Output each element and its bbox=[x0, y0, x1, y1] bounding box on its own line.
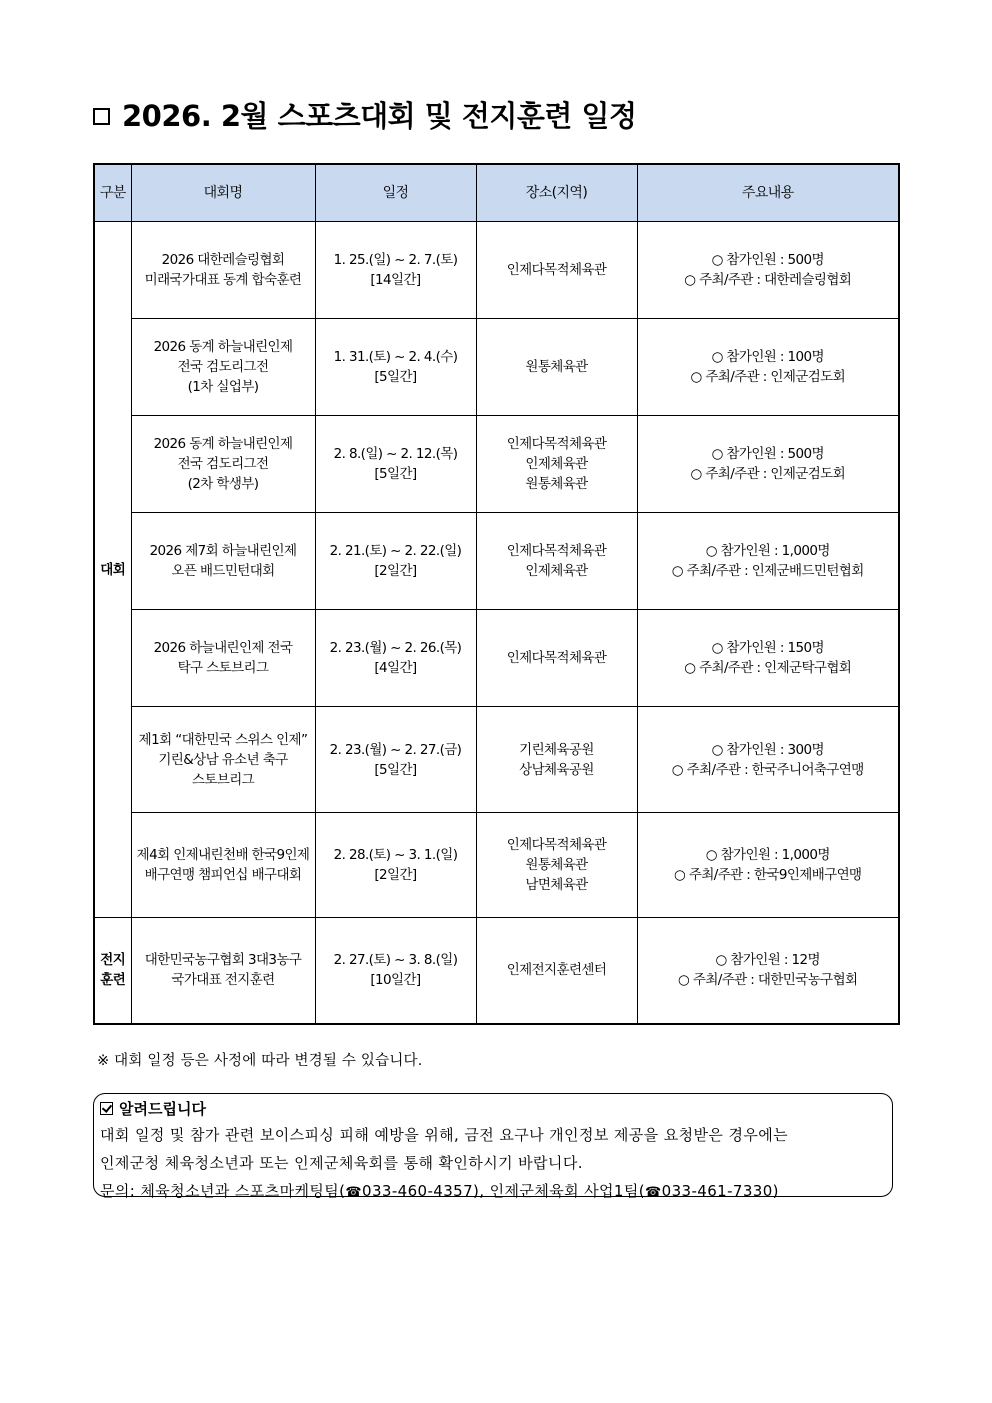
notice-line-1: 대회 일정 및 참가 관련 보이스피싱 피해 예방을 위해, 금전 요구나 개인정보 제공을 요청받은 경우에는 bbox=[100, 1126, 789, 1144]
schedule-cell: 2. 23.(월) ~ 2. 26.(목) [4일간] bbox=[315, 610, 476, 707]
header-category: 구분 bbox=[94, 164, 131, 222]
venue-cell: 인제다목적체육관 인제체육관 원통체육관 bbox=[476, 416, 637, 513]
schedule-cell: 1. 25.(일) ~ 2. 7.(토) [14일간] bbox=[315, 222, 476, 319]
content-cell: ○ 참가인원 : 500명 ○ 주최/주관 : 인제군검도회 bbox=[637, 416, 899, 513]
event-name-cell: 2026 동계 하늘내린인제 전국 검도리그전 (2차 학생부) bbox=[131, 416, 315, 513]
table-row bbox=[94, 513, 899, 610]
content-cell: ○ 참가인원 : 100명 ○ 주최/주관 : 인제군검도회 bbox=[637, 319, 899, 416]
schedule-table bbox=[93, 163, 900, 1025]
phone-icon: ☎ bbox=[345, 1185, 362, 1200]
venue-cell: 인제전지훈련센터 bbox=[476, 918, 637, 1024]
event-name-cell: 대한민국농구협회 3대3농구 국가대표 전지훈련 bbox=[131, 918, 315, 1024]
content-cell: ○ 참가인원 : 1,000명 ○ 주최/주관 : 한국9인제배구연맹 bbox=[637, 813, 899, 918]
content-cell: ○ 참가인원 : 150명 ○ 주최/주관 : 인제군탁구협회 bbox=[637, 610, 899, 707]
category-training: 전지 훈련 bbox=[94, 918, 131, 1024]
table-header-row bbox=[94, 164, 899, 222]
content-cell: ○ 참가인원 : 12명 ○ 주최/주관 : 대한민국농구협회 bbox=[637, 918, 899, 1024]
content-cell: ○ 참가인원 : 300명 ○ 주최/주관 : 한국주니어축구연맹 bbox=[637, 707, 899, 813]
venue-cell: 인제다목적체육관 인제체육관 bbox=[476, 513, 637, 610]
venue-cell: 인제다목적체육관 bbox=[476, 222, 637, 319]
schedule-note: ※ 대회 일정 등은 사정에 따라 변경될 수 있습니다. bbox=[97, 1053, 423, 1069]
notice-heading: 알려드립니다 bbox=[100, 1097, 886, 1121]
notice-contact: 문의: 체육청소년과 스포츠마케팅팀(☎033-460-4357), 인제군체육회 사업1팀(☎033-461-7330) bbox=[100, 1182, 779, 1200]
content-cell: ○ 참가인원 : 500명 ○ 주최/주관 : 대한레슬링협회 bbox=[637, 222, 899, 319]
square-bullet-icon bbox=[93, 108, 110, 125]
header-schedule: 일정 bbox=[315, 164, 476, 222]
header-event-name: 대회명 bbox=[131, 164, 315, 222]
header-venue: 장소(지역) bbox=[476, 164, 637, 222]
schedule-cell: 2. 23.(월) ~ 2. 27.(금) [5일간] bbox=[315, 707, 476, 813]
phone-icon: ☎ bbox=[645, 1185, 662, 1200]
event-name-cell: 2026 제7회 하늘내린인제 오픈 배드민턴대회 bbox=[131, 513, 315, 610]
table-row bbox=[94, 707, 899, 813]
schedule-cell: 1. 31.(토) ~ 2. 4.(수) [5일간] bbox=[315, 319, 476, 416]
venue-cell: 기린체육공원 상남체육공원 bbox=[476, 707, 637, 813]
content-cell: ○ 참가인원 : 1,000명 ○ 주최/주관 : 인제군배드민턴협회 bbox=[637, 513, 899, 610]
notice-line-2: 인제군청 체육청소년과 또는 인제군체육회를 통해 확인하시기 바랍니다. bbox=[100, 1154, 583, 1172]
category-competition: 대회 bbox=[94, 222, 131, 918]
header-content: 주요내용 bbox=[637, 164, 899, 222]
table-row bbox=[94, 416, 899, 513]
venue-cell: 인제다목적체육관 bbox=[476, 610, 637, 707]
event-name-cell: 2026 하늘내린인제 전국 탁구 스토브리그 bbox=[131, 610, 315, 707]
event-name-cell: 2026 대한레슬링협회 미래국가대표 동계 합숙훈련 bbox=[131, 222, 315, 319]
venue-cell: 원통체육관 bbox=[476, 319, 637, 416]
page-title bbox=[93, 94, 637, 135]
schedule-cell: 2. 21.(토) ~ 2. 22.(일) [2일간] bbox=[315, 513, 476, 610]
title-text: 2026. 2월 스포츠대회 및 전지훈련 일정 bbox=[122, 99, 637, 133]
venue-cell: 인제다목적체육관 원통체육관 남면체육관 bbox=[476, 813, 637, 918]
event-name-cell: 2026 동계 하늘내린인제 전국 검도리그전 (1차 실업부) bbox=[131, 319, 315, 416]
table-row bbox=[94, 319, 899, 416]
schedule-cell: 2. 27.(토) ~ 3. 8.(일) [10일간] bbox=[315, 918, 476, 1024]
table-row bbox=[94, 918, 899, 1024]
event-name-cell: 제1회 “대한민국 스위스 인제” 기린&상남 유소년 축구 스토브리그 bbox=[131, 707, 315, 813]
checkbox-checked-icon bbox=[100, 1102, 113, 1115]
event-name-cell: 제4회 인제내린천배 한국9인제 배구연맹 챔피언십 배구대회 bbox=[131, 813, 315, 918]
table-row bbox=[94, 222, 899, 319]
notice-box bbox=[93, 1093, 893, 1200]
table-row bbox=[94, 610, 899, 707]
table-row bbox=[94, 813, 899, 918]
schedule-cell: 2. 8.(일) ~ 2. 12.(목) [5일간] bbox=[315, 416, 476, 513]
schedule-cell: 2. 28.(토) ~ 3. 1.(일) [2일간] bbox=[315, 813, 476, 918]
